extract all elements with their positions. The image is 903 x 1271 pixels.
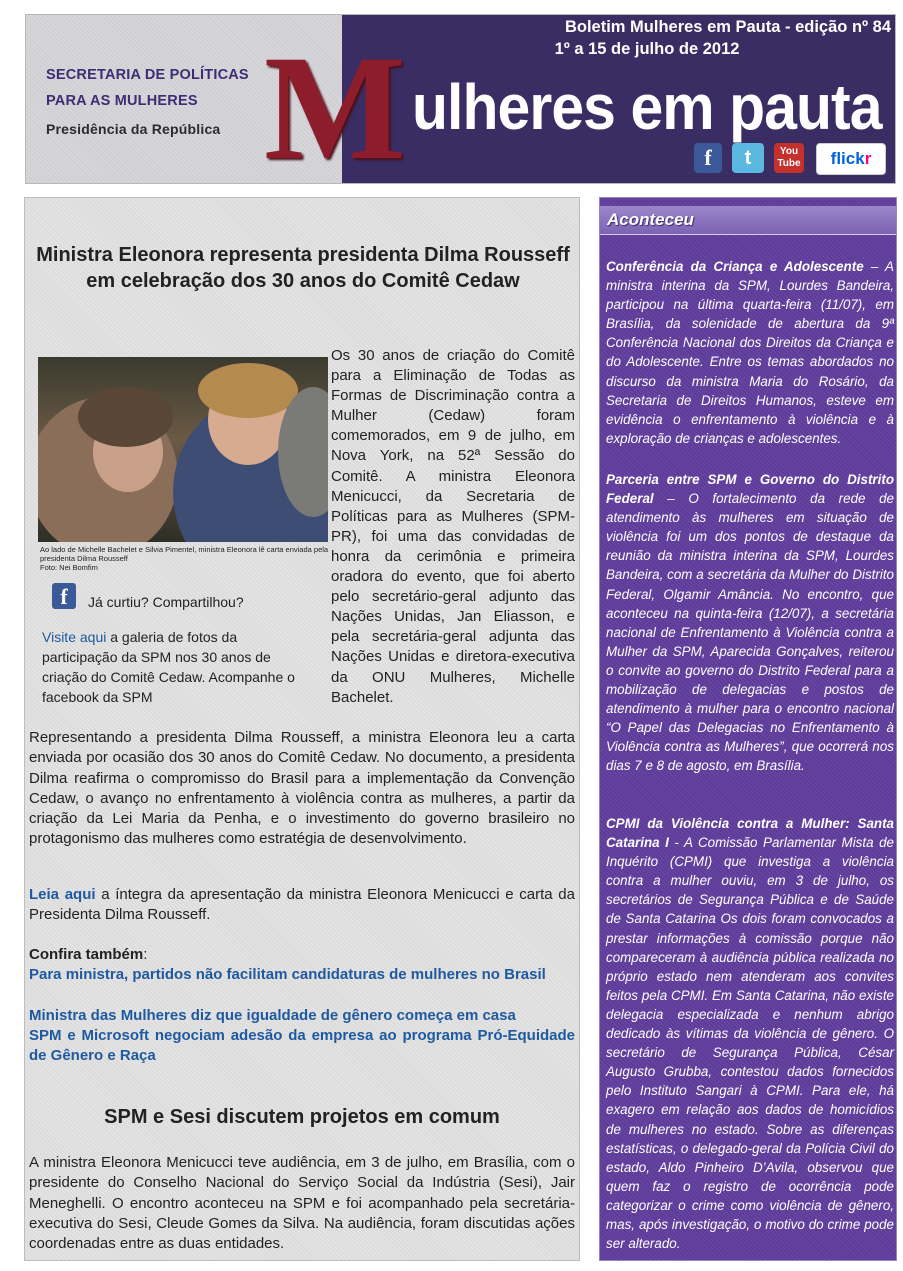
flickr-label-b: r	[864, 149, 872, 168]
date-line: 1º a 15 de julho de 2012	[554, 40, 740, 58]
news-item	[606, 814, 894, 1253]
article-intro: Os 30 anos de criação do Comitê para a Eliminação de Todas as Formas de Discriminação contra a Mulher (Cedaw) foram comemorados, em 9 de julho, em Nova York, na 52ª Sessão do Comitê. A ministra Eleonora Menicucci, da Secretaria de Políticas para as Mulheres (SPM-PR), foi uma das convidadas de honra da cerimônia e primeira oradora do evento, que foi aberto pelo secretário-geral adjunto das Nações Unidas, Jan Eliasson, e pela secretária-geral adjunta das Nações Unidas e diretora-executiva da ONU Mulheres, Michelle Bachelet.	[331, 347, 575, 706]
news-body: – A ministra interina da SPM, Lourdes Bandeira, participou na última quarta-feira (11/07), em Brasília, da solenidade de abertura da 9ª Conferência Nacional dos Direitos da Criança e do Adolescente. Entre os temas abordados no discurso da ministra Maria do Rosário, da Secretaria de Direitos Humanos, esteve em evidência o enfrentamento à violência e à exploração de crianças e adolescentes.	[606, 259, 894, 446]
article-title: Ministra Eleonora representa presidenta Dilma Rousseff em celebração dos 30 anos do Comitê Cedaw	[36, 244, 570, 292]
section-paragraph: A ministra Eleonora Menicucci teve audiência, em 3 de julho, em Brasília, com o presidente do Conselho Nacional do Serviço Social da Indústria (Sesi), Jair Meneghelli. O encontro aconteceu na SPM e foi acompanhado pela secretária-executiva do Sesi, Cleude Gomes da Silva. Na audiência, foram discutidas ações coordenadas entre as duas entidades.	[29, 1154, 575, 1253]
news-item	[606, 470, 894, 776]
presidency-line: Presidência da República	[46, 121, 221, 137]
main-column	[24, 197, 580, 1261]
logo-title: ulheres em pauta	[412, 71, 882, 143]
related-link[interactable]: Para ministra, partidos não facilitam candidaturas de mulheres no Brasil	[29, 966, 546, 983]
flickr-label-a: flick	[830, 149, 865, 168]
sidebar-header	[600, 206, 896, 235]
facebook-icon[interactable]: f	[694, 143, 722, 173]
visit-here-link[interactable]: Visite aqui	[42, 629, 107, 645]
photo-hair-left	[78, 387, 173, 447]
news-body: – O fortalecimento da rede de atendimento às mulheres em situação de violência foi um dos pontos de destaque da reunião da ministra interina da SPM, Lourdes Bandeira, com a secretária da Mulher do Distrito Federal, Olgamir Amância. No encontro, que aconteceu na quinta-feira (12/07), a secretária nacional de Enfrentamento à Violência contra a Mulher da SPM, Aparecida Gonçalves, reiterou o convite ao governo do Distrito Federal para a mobilização de delegacias e postos de atendimento à mulher para o encontro nacional “O Papel das Delegacias no Enfrentamento à Violência contra as Mulheres”, que ocorrerá nos dias 7 e 8 de agosto, em Brasília.	[606, 491, 894, 774]
photo-hair-center	[198, 363, 298, 418]
news-item	[606, 257, 894, 448]
see-also-label	[29, 945, 575, 965]
article-photo[interactable]	[38, 357, 328, 542]
photo-credit: Foto: Nei Bomfim	[40, 563, 98, 572]
news-headline: Parceria entre SPM e Governo do Distrito Federal	[606, 472, 894, 507]
twitter-icon[interactable]: t	[732, 143, 764, 173]
see-also-colon: :	[143, 946, 148, 963]
gallery-note-text: a galeria de fotos da participação da SPM nos 30 anos de criação do Comitê Cedaw. Acompanhe o facebook da SPM	[42, 629, 295, 705]
photo-caption	[40, 545, 330, 572]
see-also-text: Confira também	[29, 946, 144, 963]
news-headline: Conferência da Criança e Adolescente	[606, 259, 864, 274]
read-more-paragraph	[29, 885, 575, 926]
edition-line: Boletim Mulheres em Pauta - edição nº 84	[564, 18, 891, 36]
article-paragraph: Representando a presidenta Dilma Rousseff, a ministra Eleonora leu a carta enviada por ocasião dos 30 anos do Comitê Cedaw. No documento, a presidenta Dilma reafirma o compromisso do Brasil para a implementação da Convenção Cedaw, o avanço no enfrentamento à violência contra as mulheres, a partir da criação da Lei Maria da Penha, e o investimento do governo brasileiro no protagonismo das mulheres como estratégia de desenvolvimento.	[29, 729, 575, 848]
news-headline: CPMI da Violência contra a Mulher: Santa Catarina I	[606, 816, 894, 851]
related-link[interactable]: SPM e Microsoft negociam adesão da empresa ao programa Pró-Equidade de Gênero e Raça	[29, 1027, 575, 1065]
spm-name-line1: SECRETARIA DE POLÍTICAS	[46, 67, 249, 83]
spm-name-line2: PARA AS MULHERES	[46, 93, 198, 109]
youtube-icon[interactable]	[774, 143, 804, 173]
logo-m-letter: M	[264, 25, 406, 184]
section-title: SPM e Sesi discutem projetos em comum	[104, 1106, 500, 1128]
read-here-link[interactable]: Leia aqui	[29, 886, 96, 903]
share-prompt: Já curtiu? Compartilhou?	[88, 594, 244, 610]
news-sidebar	[599, 197, 897, 1261]
flickr-icon[interactable]	[816, 143, 886, 175]
photo-caption-text: Ao lado de Michelle Bachelet e Silvia Pimentel, ministra Eleonora lê carta enviada pela presidenta Dilma Rousseff	[40, 545, 329, 563]
sidebar-title: Aconteceu	[607, 210, 694, 229]
youtube-label-top: You	[779, 146, 799, 157]
read-more-text: a íntegra da apresentação da ministra Eleonora Menicucci e carta da Presidenta Dilma Rousseff.	[29, 886, 575, 924]
youtube-label-bottom: Tube	[777, 158, 801, 169]
news-body: - A Comissão Parlamentar Mista de Inquérito (CPMI) que investiga a violência contra a mulher ouviu, em 3 de julho, os secretários de Segurança Pública e de Saúde de Santa Catarina Os dois foram convocados a prestar informações à comissão porque não compareceram à audiência pública realizada no próprio estado nem atenderam aos convites feitos pela CPMI. Em Santa Catarina, não existe delegacia especializada e nenhum abrigo dedicado às vítimas da violência de gênero. O secretário de Segurança Pública, César Augusto Grubba, contestou dados fornecidos pelo Instituto Sangari à CPMI. Para ele, há exagero em relação aos dados de homicídios de mulheres no estado. Sobre as diferenças estatísticas, o delegado-geral da Polícia Civil do estado, Aldo Pinheiro D’Avila, observou que quem faz o registro de ocorrência pode categorizar o crime como violência de gênero, mas, após investigação, o motivo do crime pode ser alterado.	[606, 835, 894, 1252]
facebook-icon[interactable]: f	[52, 583, 76, 609]
related-link[interactable]: Ministra das Mulheres diz que igualdade de gênero começa em casa	[29, 1007, 516, 1024]
newsletter-header	[25, 14, 896, 184]
gallery-note	[42, 627, 314, 707]
